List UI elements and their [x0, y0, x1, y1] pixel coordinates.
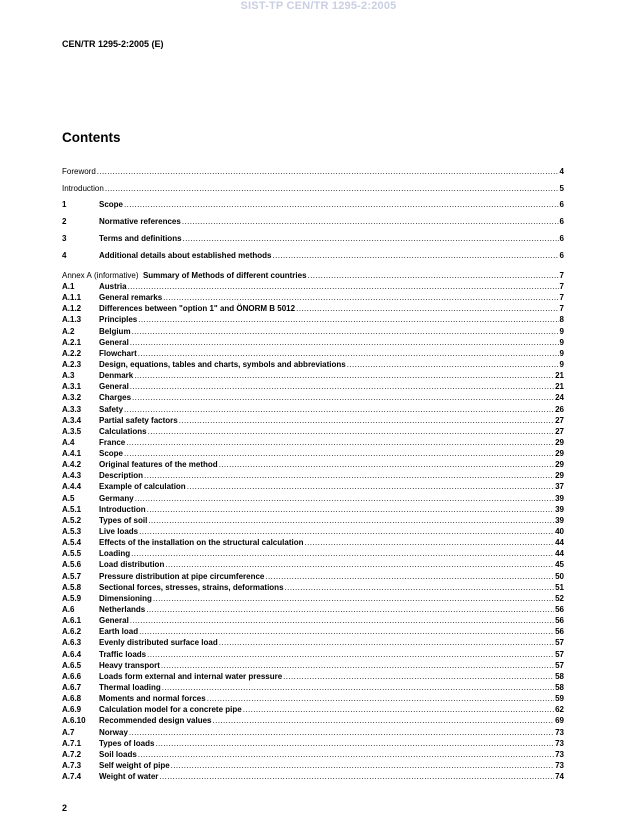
dot-leader	[97, 166, 559, 177]
toc-entry-number: A.3.3	[62, 404, 82, 414]
toc-entry-page: 7	[559, 270, 564, 280]
toc-entry-number: 1	[62, 200, 67, 210]
dot-leader	[171, 760, 554, 771]
dot-leader	[132, 326, 559, 337]
toc-entry-number: A.5	[62, 493, 75, 503]
toc-entry-number: A.3.4	[62, 415, 82, 425]
toc-entry-page: 29	[555, 460, 564, 470]
dot-leader	[138, 749, 554, 760]
toc-entry-number: A.5.3	[62, 527, 82, 537]
toc-entry-number: A.7.4	[62, 772, 82, 782]
toc-entry-title: Loading	[99, 549, 131, 559]
toc-entry-title: Design, equations, tables and charts, symbols and abbreviations	[99, 359, 346, 369]
toc-entry-title: Additional details about established methods	[99, 250, 272, 260]
toc-subentry[interactable]	[62, 626, 564, 637]
toc-entry-page: 21	[555, 371, 564, 381]
toc-entry-title: Belgium	[99, 326, 131, 336]
toc-subentry[interactable]	[62, 660, 564, 671]
toc-subentry[interactable]	[62, 727, 564, 738]
dot-leader	[219, 459, 554, 470]
dot-leader	[265, 571, 554, 582]
toc-entry-title: Live loads	[99, 527, 139, 537]
toc-entry-title: Foreword	[62, 167, 96, 176]
dot-leader	[285, 582, 555, 593]
toc-entry-number: A.7.2	[62, 749, 82, 759]
toc-entry-page: 6	[559, 200, 564, 210]
toc-entry[interactable]	[62, 233, 564, 244]
toc-entry-page: 44	[555, 538, 564, 548]
toc-subentry[interactable]	[62, 582, 564, 593]
toc-subentry[interactable]	[62, 526, 564, 537]
dot-leader	[139, 526, 554, 537]
toc-entry-page: 29	[555, 437, 564, 447]
toc-entry-title: Flowchart	[99, 348, 137, 358]
toc-entry-title: Scope	[99, 200, 124, 210]
toc-entry-title: Thermal loading	[99, 683, 161, 693]
toc-entry-title: Load distribution	[99, 560, 165, 570]
toc-entry-page: 39	[555, 515, 564, 525]
toc-subentry[interactable]	[62, 359, 564, 370]
toc-entry-number: A.4	[62, 437, 75, 447]
toc-entry-number: A.7.3	[62, 761, 82, 770]
toc-subentry[interactable]	[62, 481, 564, 492]
toc-entry-page: 29	[555, 471, 564, 481]
toc-entry-number: A.5.6	[62, 560, 82, 570]
toc-entry-title: Differences between "option 1" and ÖNORM B 5012	[99, 304, 296, 314]
toc-entry-number: A.6.9	[62, 705, 82, 715]
toc-entry-title: Pressure distribution at pipe circumference	[99, 571, 265, 581]
toc-entry-page: 4	[559, 167, 564, 176]
toc-entry-title: Principles	[99, 315, 138, 325]
dot-leader	[179, 415, 554, 426]
toc-entry-number: A.2	[62, 326, 75, 336]
toc-entry[interactable]	[62, 250, 564, 261]
toc-entry-page: 6	[559, 233, 564, 243]
toc-entry-number: 4	[62, 250, 67, 260]
toc-subentry[interactable]	[62, 426, 564, 437]
toc-entry-number: A.3.1	[62, 382, 82, 392]
toc-entry-number: A.2.1	[62, 337, 82, 347]
dot-leader	[283, 671, 554, 682]
toc-entry-title: Calculations	[99, 426, 147, 436]
toc-entry-page: 27	[555, 415, 564, 425]
toc-entry-page: 7	[559, 293, 564, 303]
toc-entry-page: 26	[555, 404, 564, 414]
toc-entry-page: 56	[555, 605, 564, 615]
dot-leader	[105, 183, 559, 194]
toc-entry-number: A.5.4	[62, 538, 82, 548]
toc-entry-number: A.1	[62, 281, 75, 291]
toc-entry-title: Self weight of pipe	[99, 761, 170, 770]
toc-entry-title: General	[99, 382, 129, 392]
toc-entry-page: 9	[559, 337, 564, 347]
toc-entry-number: A.6.2	[62, 627, 82, 637]
dot-leader	[347, 359, 559, 370]
toc-entry-number: A.6.6	[62, 671, 82, 681]
toc-entry-page: 6	[559, 250, 564, 260]
toc-entry-page: 9	[559, 326, 564, 336]
dot-leader	[182, 216, 559, 227]
toc-entry-title: Austria	[99, 281, 127, 291]
dot-leader	[304, 537, 554, 548]
toc-subentry[interactable]	[62, 537, 564, 548]
toc-entry-page: 62	[555, 705, 564, 715]
toc-subentry[interactable]	[62, 437, 564, 448]
toc-entry-page: 7	[559, 304, 564, 314]
toc-entry-page: 5	[559, 183, 564, 193]
document-id: CEN/TR 1295-2:2005 (E)	[62, 39, 164, 49]
toc-subentry[interactable]	[62, 370, 564, 381]
page-number: 2	[62, 803, 68, 813]
toc-entry-page: 58	[555, 683, 564, 693]
dot-leader	[153, 593, 554, 604]
toc-entry-title: Heavy transport	[99, 660, 160, 670]
toc-subentry[interactable]	[62, 415, 564, 426]
toc-entry-page: 37	[555, 482, 564, 492]
toc-entry-title: Denmark	[99, 371, 134, 381]
toc-entry-page: 57	[555, 649, 564, 659]
dot-leader	[138, 348, 559, 359]
dot-leader	[183, 233, 559, 244]
toc-subentry[interactable]	[62, 326, 564, 337]
toc-entry-title: Normative references	[99, 217, 181, 227]
toc-entry-number: A.3.5	[62, 426, 82, 436]
toc-entry-page: 50	[555, 571, 564, 581]
toc-entry-page: 52	[555, 593, 564, 603]
toc-entry-page: 9	[559, 359, 564, 369]
toc-entry-number: A.4.4	[62, 482, 82, 492]
toc-entry-number: A.4.3	[62, 471, 82, 481]
toc-subentry[interactable]	[62, 548, 564, 559]
toc-entry-title: Effects of the installation on the structural calculation	[99, 538, 304, 548]
dot-leader	[163, 292, 558, 303]
toc-entry-page: 51	[555, 582, 564, 592]
dot-leader	[207, 693, 554, 704]
toc-subentry[interactable]	[62, 292, 564, 303]
toc-entry-page: 73	[555, 727, 564, 737]
toc-subentry[interactable]	[62, 337, 564, 348]
toc-entry-page: 57	[555, 660, 564, 670]
dot-leader	[147, 504, 554, 515]
toc-entry-page: 74	[555, 772, 564, 782]
toc-entry-title: General	[99, 616, 129, 626]
toc-entry-number: A.6.8	[62, 694, 82, 704]
toc-entry[interactable]	[62, 183, 564, 194]
toc-entry-title: Partial safety factors	[99, 415, 178, 425]
toc-subentry[interactable]	[62, 760, 564, 771]
toc-entry-number: A.5.7	[62, 571, 82, 581]
toc-subentry[interactable]	[62, 671, 564, 682]
toc-entry-number: A.6.3	[62, 638, 82, 648]
dot-leader	[124, 404, 554, 415]
toc-entry-title: Charges	[99, 393, 132, 403]
toc-entry-number: 3	[62, 233, 67, 243]
dot-leader	[126, 437, 554, 448]
toc-entry-title: Weight of water	[99, 772, 159, 782]
toc-entry-number: A.7.1	[62, 738, 82, 748]
dot-leader	[130, 615, 554, 626]
toc-entry[interactable]	[62, 166, 564, 177]
toc-subentry[interactable]	[62, 649, 564, 660]
toc-entry-title: Scope	[99, 449, 124, 459]
dot-leader	[131, 548, 554, 559]
dot-leader	[187, 481, 554, 492]
dot-leader	[134, 370, 554, 381]
toc-entry-page: 21	[555, 382, 564, 392]
toc-subentry[interactable]	[62, 571, 564, 582]
toc-subentry[interactable]	[62, 771, 564, 782]
toc-subentry[interactable]	[62, 504, 564, 515]
toc-subentry[interactable]	[62, 704, 564, 715]
toc-entry-title: General	[99, 337, 129, 347]
dot-leader	[124, 199, 559, 210]
toc-entry-title: Evenly distributed surface load	[99, 638, 218, 648]
toc-entry-title: Introduction	[62, 183, 104, 193]
toc-subentry[interactable]	[62, 715, 564, 726]
toc-entry-number: A.6	[62, 605, 75, 615]
toc-subentry[interactable]	[62, 637, 564, 648]
toc-entry-page: 29	[555, 449, 564, 459]
toc-entry-page: 39	[555, 493, 564, 503]
toc-entry-number: A.2.2	[62, 348, 82, 358]
toc-entry-number: A.1.3	[62, 315, 82, 325]
toc-subentry[interactable]	[62, 493, 564, 504]
toc-entry-title: Types of soil	[99, 515, 148, 525]
toc-entry[interactable]	[62, 216, 564, 227]
toc-entry-number: A.5.2	[62, 515, 82, 525]
toc-entry-page: 57	[555, 638, 564, 648]
toc-entry-title: Calculation model for a concrete pipe	[99, 705, 242, 715]
dot-leader	[139, 626, 554, 637]
toc-entry-title: General remarks	[99, 293, 163, 303]
dot-leader	[272, 250, 558, 261]
dot-leader	[138, 314, 558, 325]
dot-leader	[147, 649, 554, 660]
toc-subentry[interactable]	[62, 381, 564, 392]
toc-entry-number: A.5.5	[62, 549, 82, 559]
toc-subentry[interactable]	[62, 738, 564, 749]
dot-leader	[159, 771, 554, 782]
toc-entry-number: A.7	[62, 727, 75, 737]
dot-leader	[219, 637, 554, 648]
toc-entry-title: Earth load	[99, 627, 139, 637]
dot-leader	[296, 303, 558, 314]
toc-entry[interactable]	[62, 199, 564, 210]
toc-subentry[interactable]	[62, 392, 564, 403]
toc-entry-title: Netherlands	[99, 605, 146, 615]
toc-entry-number: A.2.3	[62, 359, 82, 369]
toc-annex-heading[interactable]	[62, 270, 564, 281]
toc-entry-number: A.6.4	[62, 649, 82, 659]
dot-leader	[162, 682, 554, 693]
toc-subentry[interactable]	[62, 615, 564, 626]
toc-entry-page: 73	[555, 761, 564, 770]
dot-leader	[148, 515, 554, 526]
dot-leader	[130, 337, 559, 348]
toc-entry-number: A.1.1	[62, 293, 82, 303]
toc-entry-title: Norway	[99, 727, 128, 737]
toc-entry-title: Sectional forces, stresses, strains, deformations	[99, 582, 284, 592]
dot-leader	[148, 426, 555, 437]
watermark: SIST-TP CEN/TR 1295-2:2005	[240, 0, 397, 12]
dot-leader	[144, 470, 554, 481]
toc-entry-page: 6	[559, 217, 564, 227]
toc-subentry[interactable]	[62, 693, 564, 704]
toc-entry-page: 73	[555, 738, 564, 748]
toc-subentry[interactable]	[62, 281, 564, 292]
toc-entry-title: Soil loads	[99, 749, 137, 759]
toc-subentry[interactable]	[62, 749, 564, 760]
toc-entry-page: 73	[555, 749, 564, 759]
toc-entry-title: Terms and definitions	[99, 233, 182, 243]
toc-entry-title: Loads form external and internal water pressure	[99, 671, 283, 681]
dot-leader	[132, 392, 554, 403]
toc-entry-page: 8	[559, 315, 564, 325]
toc-entry-number: A.4.1	[62, 449, 82, 459]
annex-qualifier: (informative)	[94, 270, 139, 280]
toc-entry-number: A.5.9	[62, 593, 82, 603]
toc-entry-title: Description	[99, 471, 144, 481]
dot-leader	[128, 281, 559, 292]
toc-entry-title: France	[99, 437, 126, 447]
toc-entry-number: A.6.5	[62, 660, 82, 670]
toc-entry-page: 69	[555, 716, 564, 726]
toc-subentry[interactable]	[62, 470, 564, 481]
toc-entry-title: Original features of the method	[99, 460, 218, 470]
toc-entry-title: Dimensioning	[99, 593, 152, 603]
toc-entry-page: 58	[555, 671, 564, 681]
dot-leader	[212, 715, 554, 726]
toc-entry-title: Safety	[99, 404, 124, 414]
toc-subentry[interactable]	[62, 515, 564, 526]
toc-entry-title: Types of loads	[99, 738, 155, 748]
annex-prefix: Annex A	[62, 270, 92, 280]
dot-leader	[243, 704, 554, 715]
toc-entry-page: 59	[555, 694, 564, 704]
annex-title	[62, 270, 307, 281]
dot-leader	[130, 381, 554, 392]
toc-subentry[interactable]	[62, 604, 564, 615]
page-title: Contents	[62, 130, 121, 145]
dot-leader	[165, 559, 554, 570]
toc-entry-page: 40	[555, 527, 564, 537]
toc-entry-page: 39	[555, 504, 564, 514]
dot-leader	[135, 493, 554, 504]
toc-entry-page: 56	[555, 627, 564, 637]
toc-subentry[interactable]	[62, 459, 564, 470]
toc-entry-title: Traffic loads	[99, 649, 147, 659]
toc-entry-number: A.6.1	[62, 616, 82, 626]
dot-leader	[129, 727, 554, 738]
toc-subentry[interactable]	[62, 448, 564, 459]
toc-entry-title: Recommended design values	[99, 716, 212, 726]
toc-entry-number: A.1.2	[62, 304, 82, 314]
toc-entry-number: 2	[62, 217, 67, 227]
toc-entry-number: A.4.2	[62, 460, 82, 470]
toc-subentry[interactable]	[62, 559, 564, 570]
toc-subentry[interactable]	[62, 314, 564, 325]
toc-entry-number: A.3	[62, 371, 75, 381]
toc-entry-number: A.6.10	[62, 716, 86, 726]
toc-subentry[interactable]	[62, 404, 564, 415]
dot-leader	[155, 738, 554, 749]
toc-subentry[interactable]	[62, 348, 564, 359]
toc-entry-number: A.5.8	[62, 582, 82, 592]
table-of-contents	[62, 166, 564, 782]
toc-subentry[interactable]	[62, 303, 564, 314]
toc-entry-page: 56	[555, 616, 564, 626]
toc-entry-page: 24	[555, 393, 564, 403]
toc-entry-title: Introduction	[99, 504, 146, 514]
toc-entry-number: A.5.1	[62, 504, 82, 514]
toc-subentry[interactable]	[62, 682, 564, 693]
toc-entry-title: Example of calculation	[99, 482, 186, 492]
toc-entry-page: 45	[555, 560, 564, 570]
dot-leader	[308, 270, 559, 281]
toc-entry-page: 9	[559, 348, 564, 358]
toc-subentry[interactable]	[62, 593, 564, 604]
dot-leader	[146, 604, 554, 615]
toc-entry-title: Germany	[99, 493, 134, 503]
toc-entry-page: 27	[555, 426, 564, 436]
toc-entry-page: 44	[555, 549, 564, 559]
toc-entry-title: Moments and normal forces	[99, 694, 206, 704]
toc-entry-page: 7	[559, 281, 564, 291]
toc-entry-number: A.6.7	[62, 683, 82, 693]
dot-leader	[161, 660, 554, 671]
toc-entry-number: A.3.2	[62, 393, 82, 403]
dot-leader	[124, 448, 554, 459]
annex-heading-text: Summary of Methods of different countries	[142, 270, 307, 280]
